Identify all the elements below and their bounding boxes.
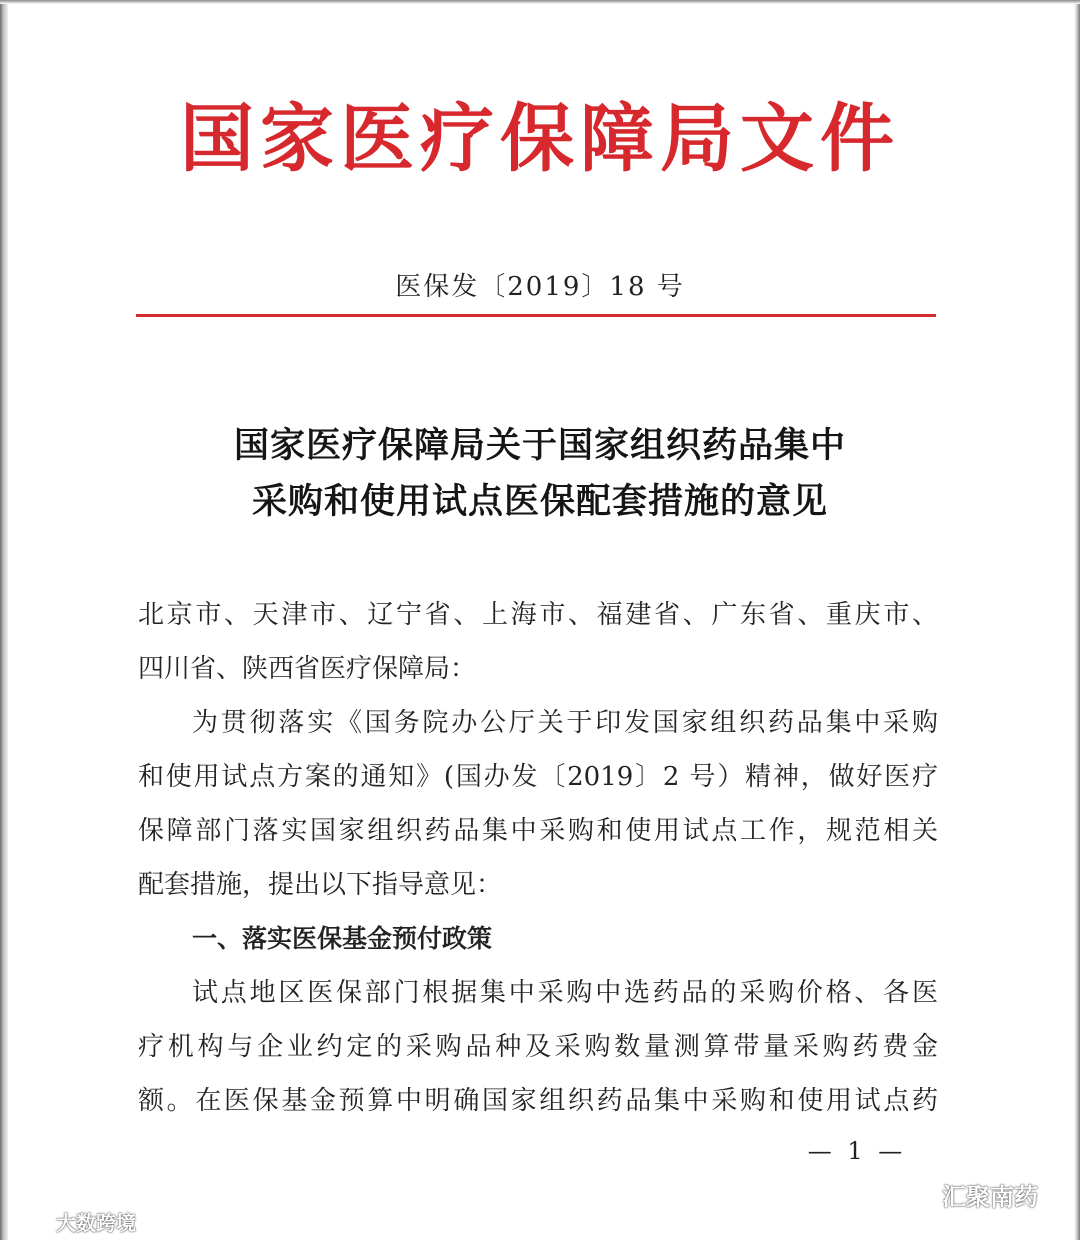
addressee-line-1: 北京市、天津市、辽宁省、上海市、福建省、广东省、重庆市、 [138,600,938,630]
watermark-left [12,1206,136,1236]
document-title [0,418,1080,530]
intro-line-4: 配套措施，提出以下指导意见： [138,870,503,900]
watermark-right-text: 汇聚南药 [942,1182,1038,1211]
document-number: 医保发〔2019〕18 号 [395,272,685,302]
page-edge-shadow-left [0,0,8,1240]
page-edge-shadow-top [0,0,1080,4]
intro-line-2: 和使用试点方案的通知》(国办发〔2019〕2 号）精神，做好医疗 [138,762,938,792]
section-paragraph-line-1: 试点地区医保部门根据集中采购中选药品的采购价格、各医 [192,978,938,1008]
section-heading: 一、落实医保基金预付政策 [192,924,493,953]
weibo-icon [12,1206,50,1237]
section-paragraph-line-2: 疗机构与企业约定的采购品种及采购数量测算带量采购药费金 [138,1032,938,1062]
watermark-right [898,1174,1038,1214]
wechat-icon [898,1175,934,1213]
page-edge-shadow-right [1074,0,1080,1240]
document-body [138,588,938,1128]
watermark-left-text: 大数跨境 [56,1210,136,1235]
red-separator-rule [136,314,936,317]
document-title-line-1: 国家医疗保障局关于国家组织药品集中 [233,426,846,466]
section-paragraph-line-3: 额。在医保基金预算中明确国家组织药品集中采购和使用试点药 [138,1086,938,1116]
issuer-header: 国家医疗保障局文件 [180,96,900,182]
addressee-line-2: 四川省、陕西省医疗保障局： [138,654,477,684]
document-title-line-2: 采购和使用试点医保配套措施的意见 [251,482,828,522]
page-number: — 1 — [807,1137,907,1165]
intro-line-1: 为贯彻落实《国务院办公厅关于印发国家组织药品集中采购 [192,708,938,738]
intro-line-3: 保障部门落实国家组织药品集中采购和使用试点工作，规范相关 [138,816,938,846]
